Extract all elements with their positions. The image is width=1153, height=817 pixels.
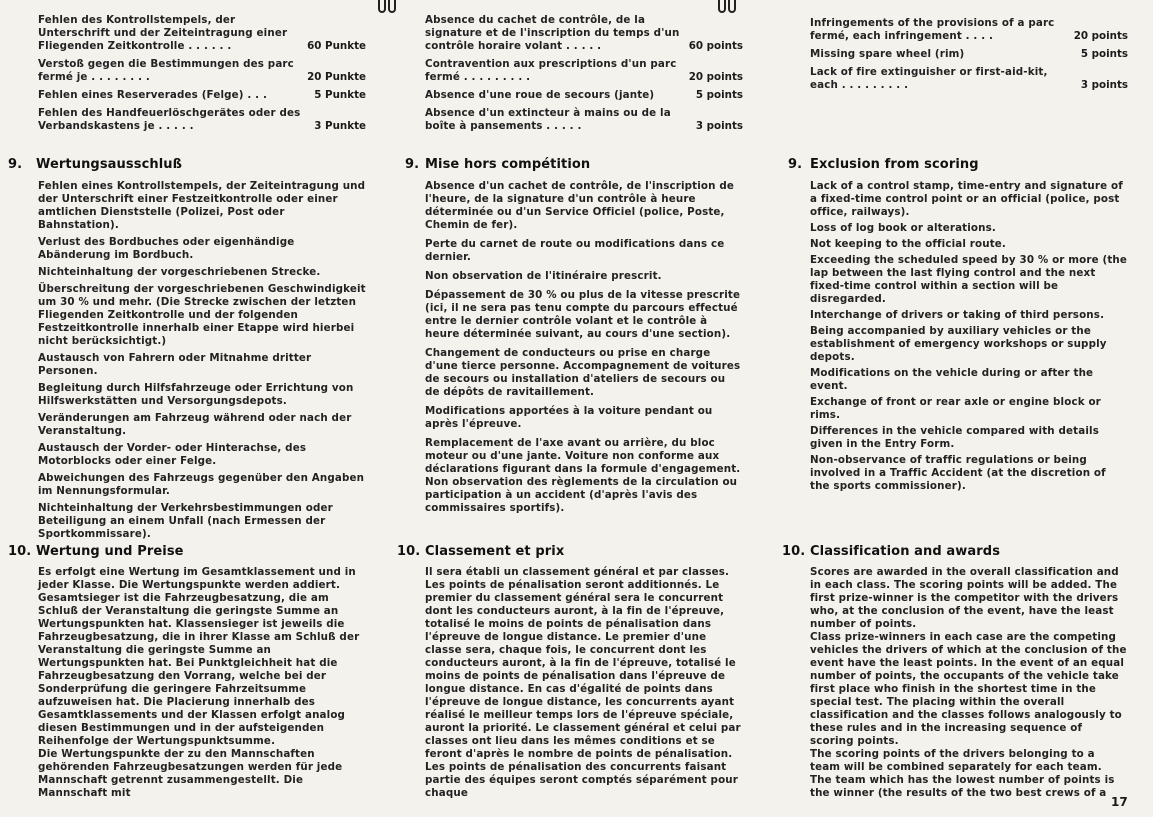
section-heading-10: 10. Wertung und Preise: [8, 544, 184, 559]
penalty-row: Infringements of the provisions of a parc fermé, each infringement . . . . 20 points: [810, 17, 1128, 42]
list-item: Abweichungen des Fahrzeugs gegenüber den Angaben im Nennungsformular.: [38, 472, 365, 497]
paragraph: Die Wertungspunkte der zu den Mannschaften gehörenden Fahrzeugbesatzungen werden für jede Mannschaft getrennt zusammengestellt. Die Mannschaft mit: [38, 748, 343, 799]
list-item: Modifications apportées à la voiture pendant ou après l'épreuve.: [425, 405, 713, 430]
list-item: Lack of a control stamp, time-entry and signature of a fixed-time control point or an official (police, post office, railways).: [810, 180, 1123, 218]
paragraph: The team which has the lowest number of points is the winner (the results of the two best crews of a: [810, 774, 1115, 799]
section-heading-9: 9. Exclusion from scoring: [788, 157, 979, 172]
section-body-10: [38, 566, 366, 800]
list-item: Modifications on the vehicle during or after the event.: [810, 367, 1094, 392]
section-body-10: [810, 566, 1128, 800]
list-item: Begleitung durch Hilfsfahrzeuge oder Errichtung von Hilfswerkstätten und Versorgungsdepots.: [38, 382, 354, 407]
penalty-list-french: [425, 14, 743, 138]
penalty-points: 5 points: [1080, 48, 1128, 60]
penalty-points: 60 points: [688, 40, 743, 52]
list-item: Non-observance of traffic regulations or being involved in a Traffic Accident (at the discretion of the sports commissioner).: [810, 454, 1106, 492]
list-item: Überschreitung der vorgeschriebenen Geschwindigkeit um 30 % und mehr. (Die Strecke zwischen der letzten Fliegenden Zeitkontrolle und der folgenden Festzeitkontrolle innerhalb einer Etappe wird hierbei nicht berücksichtigt.): [38, 283, 366, 347]
list-item: Differences in the vehicle compared with details given in the Entry Form.: [810, 425, 1099, 450]
penalty-row: Absence d'une roue de secours (jante) 5 points: [425, 89, 743, 101]
list-item: Loss of log book or alterations.: [810, 222, 996, 234]
section-body-10: [425, 566, 743, 800]
penalty-points: 3 points: [1080, 79, 1128, 91]
section-heading-9: 9. Wertungsausschluß: [8, 157, 183, 172]
penalty-row: Contravention aux prescriptions d'un parc fermé . . . . . . . . . 20 points: [425, 58, 743, 83]
binding-clip-right: [716, 0, 740, 14]
list-item: Changement de conducteurs ou prise en charge d'une tierce personne. Accompagnement de voitures de secours ou installation d'ateliers de secours ou de dépôts de ravitaillement.: [425, 347, 741, 398]
penalty-points: 3 Punkte: [314, 120, 366, 132]
penalty-row: Fehlen des Kontrollstempels, der Unterschrift und der Zeiteintragung einer Fliegenden Zeitkontrolle . . . . . . 60 Punkte: [38, 14, 366, 52]
penalty-list-german: [38, 14, 366, 138]
list-item: Exchange of front or rear axle or engine block or rims.: [810, 396, 1101, 421]
paragraph: Il sera établi un classement général et par classes. Les points de pénalisation seront additionnés. Le premier du classement général sera le concurrent dont les conducteurs auront, à la fin de l'épreuve, totalisé le moins de points de pénalisation dans l'épreuve de longue distance. Le premier d'une classe sera, chaque fois, le concurrent dont les conducteurs auront, à la fin de l'épreuve, totalisé le moins de points de pénalisation dans l'épreuve de longue distance. En cas d'égalité de points dans l'épreuve de longue distance, les concurrents ayant réalisé le meilleur temps lors de l'épreuve spéciale, auront la priorité. Le classement général et celui par classes ont lieu dans les mêmes conditions et se feront d'après le nombre de points de pénalisation. Les points de pénalisation des concurrents faisant partie des équipes seront comptés séparément pour chaque: [425, 566, 741, 799]
section-body-9: [38, 180, 366, 545]
penalty-row: Fehlen eines Reserverades (Felge) . . . 5 Punkte: [38, 89, 366, 101]
penalty-row: Absence d'un extincteur à mains ou de la boîte à pansements . . . . . 3 points: [425, 107, 743, 132]
binding-clip-left: [376, 0, 400, 14]
penalty-points: 5 Punkte: [314, 89, 366, 101]
list-item: Dépassement de 30 % ou plus de la vitesse prescrite (ici, il ne sera pas tenu compte du parcours effectué entre le dernier contrôle volant et le contrôle à heure déterminée suivant, au cours d'une section).: [425, 289, 741, 340]
paragraph: Scores are awarded in the overall classification and in each class. The scoring points will be added. The first prize-winner is the competitor with the drivers who, at the conclusion of the event, have the least number of points.: [810, 566, 1119, 630]
list-item: Veränderungen am Fahrzeug während oder nach der Veranstaltung.: [38, 412, 352, 437]
penalty-row: Lack of fire extinguisher or first-aid-kit, each . . . . . . . . . 3 points: [810, 66, 1128, 91]
list-item: Fehlen eines Kontrollstempels, der Zeiteintragung und der Unterschrift einer Festzeitkontrolle oder einer amtlichen Dienststelle (Polizei, Post oder Bahnstation).: [38, 180, 366, 231]
section-heading-10: 10. Classification and awards: [782, 544, 1001, 559]
section-heading-9: 9. Mise hors compétition: [405, 157, 591, 172]
list-item: Absence d'un cachet de contrôle, de l'inscription de l'heure, de la signature d'un contrôle à heure déterminée ou d'un Service Officiel (police, Poste, Chemin de fer).: [425, 180, 735, 231]
penalty-list-english: [810, 17, 1128, 97]
section-body-9: [425, 180, 743, 521]
list-item: Verlust des Bordbuches oder eigenhändige Abänderung im Bordbuch.: [38, 236, 295, 261]
page-number: 17: [1111, 795, 1128, 809]
list-item: Non observation de l'itinéraire prescrit.: [425, 270, 662, 282]
penalty-points: 5 points: [695, 89, 743, 101]
penalty-row: Absence du cachet de contrôle, de la signature et de l'inscription du temps d'un contrôle horaire volant . . . . . 60 points: [425, 14, 743, 52]
list-item: Interchange of drivers or taking of third persons.: [810, 309, 1105, 321]
list-item: Being accompanied by auxiliary vehicles or the establishment of emergency workshops or supply depots.: [810, 325, 1107, 363]
paragraph: Class prize-winners in each case are the competing vehicles the drivers of which at the conclusion of the event have the least points. In the event of an equal number of points, the occupants of the vehicle take first place who finish in the shortest time in the special test. The placing within the overall classification and the classes follows analogously to these rules and in the increasing sequence of scoring points.: [810, 631, 1127, 747]
list-item: Exceeding the scheduled speed by 30 % or more (the lap between the last flying control and the next fixed-time control within a section will be disregarded.: [810, 254, 1128, 305]
list-item: Not keeping to the official route.: [810, 238, 1006, 250]
penalty-row: Missing spare wheel (rim) 5 points: [810, 48, 1128, 60]
penalty-points: 20 points: [1073, 30, 1128, 42]
penalty-points: 20 points: [688, 71, 743, 83]
penalty-row: Fehlen des Handfeuerlöschgerätes oder des Verbandskastens je . . . . . 3 Punkte: [38, 107, 366, 132]
penalty-row: Verstoß gegen die Bestimmungen des parc fermé je . . . . . . . . 20 Punkte: [38, 58, 366, 83]
list-item: Perte du carnet de route ou modifications dans ce dernier.: [425, 238, 725, 263]
penalty-points: 3 points: [695, 120, 743, 132]
penalty-points: 60 Punkte: [307, 40, 366, 52]
penalty-points: 20 Punkte: [307, 71, 366, 83]
section-heading-10: 10. Classement et prix: [397, 544, 565, 559]
paragraph: Es erfolgt eine Wertung im Gesamtklassement und in jeder Klasse. Die Wertungspunkte werden addiert. Gesamtsieger ist die Fahrzeugbesatzung, die am Schluß der Veranstaltung die geringste Summe an Wertungspunkten hat. Klassensieger ist jeweils die Fahrzeugbesatzung, die in ihrer Klasse am Schluß der Veranstaltung die geringste Summe an Wertungspunkten hat. Bei Punktgleichheit hat die Fahrzeugbesatzung den Vorrang, welche bei der Sonderprüfung die geringere Fahrzeitsumme aufzuweisen hat. Die Placierung innerhalb des Gesamtklassements und der Klassen erfolgt analog diesen Bestimmungen und in der aufsteigenden Reihenfolge der Wertungspunktsumme.: [38, 566, 360, 747]
list-item: Austausch von Fahrern oder Mitnahme dritter Personen.: [38, 352, 312, 377]
list-item: Nichteinhaltung der vorgeschriebenen Strecke.: [38, 266, 321, 278]
paragraph: The scoring points of the drivers belonging to a team will be combined separately for each team.: [810, 748, 1102, 773]
list-item: Austausch der Vorder- oder Hinterachse, des Motorblocks oder einer Felge.: [38, 442, 307, 467]
section-body-9: [810, 180, 1128, 496]
list-item: Remplacement de l'axe avant ou arrière, du bloc moteur ou d'une jante. Voiture non conforme aux déclarations figurant dans la formule d'engagement. Non observation des règlements de la circulation ou participation à un accident (d'après l'avis des commissaires sportifs).: [425, 437, 741, 514]
list-item: Nichteinhaltung der Verkehrsbestimmungen oder Beteiligung an einem Unfall (nach Ermessen der Sportkommissare).: [38, 502, 333, 540]
